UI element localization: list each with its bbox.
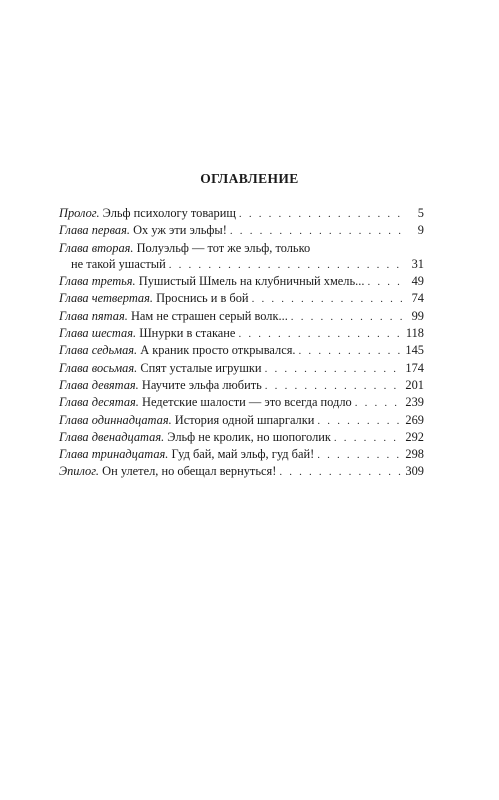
dot-leader [291,309,407,325]
dot-leader [252,291,407,307]
chapter-label: Глава девятая. [59,377,139,392]
dot-leader [265,378,403,394]
dot-leader [367,274,407,290]
chapter-title: Эльф не кролик, но шопоголик [167,429,331,444]
chapter-title: Спят усталые игрушки [140,360,262,375]
chapter-label: Глава одиннадцатая. [59,412,172,427]
page-number: 31 [411,256,424,271]
chapter-title: Пушистый Шмель на клубничный хмель... [138,274,365,289]
toc-entry-chapter-12 [59,429,424,446]
dot-leader [238,326,402,342]
dot-leader [265,361,403,377]
chapter-label: Глава двенадцатая. [59,429,165,444]
chapter-label: Пролог. [59,206,100,220]
toc-entry-chapter-2 [59,240,424,274]
dot-leader [169,257,407,273]
dot-leader [230,223,407,239]
toc-entry-chapter-7 [59,342,424,359]
chapter-label: Эпилог. [59,464,100,479]
chapter-title: Полуэльф — тот же эльф, только [136,240,311,255]
toc-entry-epilogue [59,463,424,480]
chapter-label: Глава десятая. [59,395,139,410]
toc-entry-chapter-1 [59,222,424,239]
dot-leader [317,447,402,463]
page-number: 292 [405,429,424,444]
toc-entry-chapter-8 [59,360,424,377]
page-number: 74 [411,291,424,306]
page-number: 99 [411,308,424,323]
chapter-label: Глава тринадцатая. [59,447,169,462]
toc-entry-chapter-6 [59,325,424,342]
dot-leader [317,413,402,429]
toc-title: ОГЛАВЛЕНИЕ [200,171,299,186]
chapter-title: Шнурки в стакане [139,326,236,341]
chapter-title: Проснись и в бой [156,291,249,306]
dot-leader [239,206,407,222]
chapter-title-continued: не такой ушастый [71,256,166,271]
page-number: 9 [417,223,424,238]
toc-entry-chapter-13 [59,446,424,463]
chapter-title: А краник просто открывался. [140,343,296,358]
chapter-title: Нам не страшен серый волк... [130,308,288,323]
dot-leader [334,430,403,446]
chapter-title: Ох уж эти эльфы! [133,223,227,238]
toc-entry-chapter-3 [59,273,424,290]
chapter-label: Глава вторая. [59,240,134,255]
dot-leader [355,395,403,411]
chapter-title: Научите эльфа любить [141,377,262,392]
chapter-title: Недетские шалости — это всегда подло [142,395,352,410]
page-number: 309 [405,464,424,479]
dot-leader [279,464,402,480]
chapter-title: Гуд бай, май эльф, гуд бай! [171,447,315,462]
page-number: 118 [405,326,424,341]
table-of-contents [59,205,424,481]
toc-entry-prologue [59,205,424,222]
chapter-label: Глава третья. [59,274,136,289]
page-number: 269 [405,412,424,427]
page-number: 239 [405,395,424,410]
chapter-label: Глава пятая. [59,308,128,323]
toc-entry-chapter-5 [59,308,424,325]
chapter-label: Глава четвертая. [59,291,153,306]
page-number: 5 [417,206,424,220]
toc-entry-chapter-4 [59,290,424,307]
toc-entry-chapter-11 [59,412,424,429]
page-number: 145 [405,343,424,358]
page-number: 49 [411,274,424,289]
chapter-title: Он улетел, но обещал вернуться! [102,464,277,479]
chapter-label: Глава восьмая. [59,360,138,375]
page-number: 174 [405,360,424,375]
dot-leader [299,343,403,359]
page-number: 201 [405,377,424,392]
chapter-label: Глава шестая. [59,326,137,341]
chapter-label: Глава седьмая. [59,343,138,358]
toc-entry-chapter-9 [59,377,424,394]
chapter-label: Глава первая. [59,223,130,238]
toc-entry-chapter-10 [59,394,424,411]
page-number: 298 [405,447,424,462]
chapter-title: Эльф психологу товарищ [102,206,236,220]
chapter-title: История одной шпаргалки [174,412,315,427]
